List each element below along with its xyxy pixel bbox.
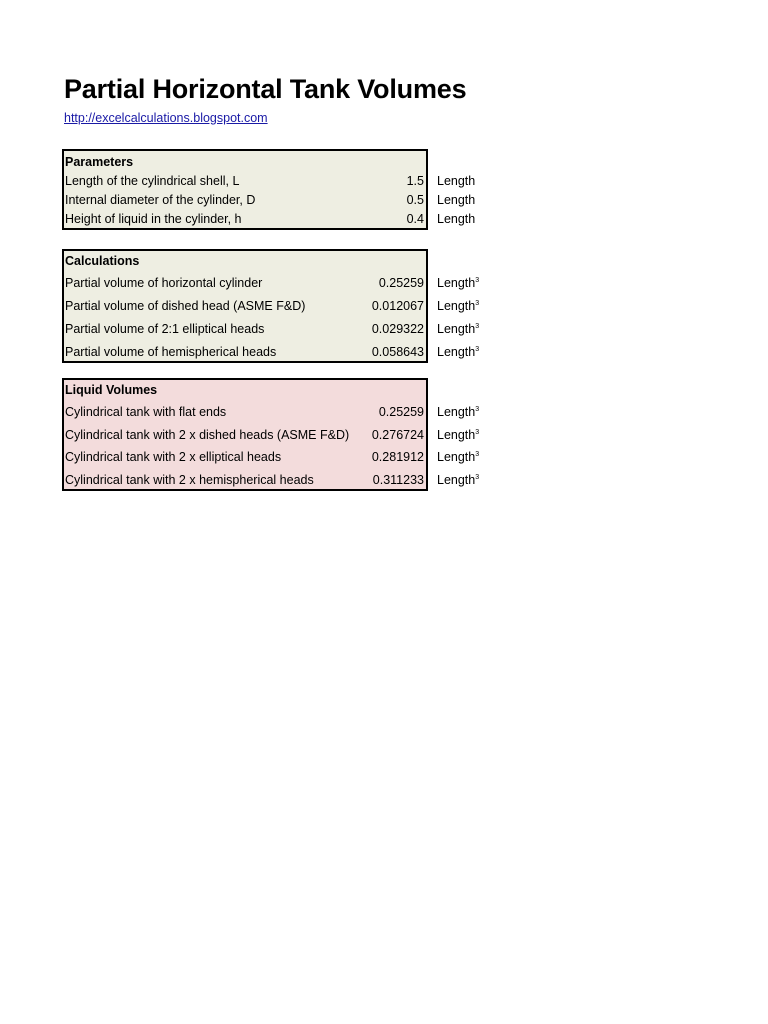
calculation-row[interactable]	[64, 315, 480, 338]
liquid-unit: Length$^3$	[437, 450, 480, 464]
liquid-value: 0.25259	[378, 405, 424, 419]
liquid-volumes-table	[62, 378, 480, 491]
calculation-row[interactable]	[64, 292, 480, 315]
calculation-row[interactable]	[64, 338, 480, 361]
calculation-unit: Length$^3$	[437, 345, 480, 359]
calculation-unit: Length$^3$	[437, 299, 480, 313]
liquid-label: Cylindrical tank with 2 x dished heads (ASME F&D)	[65, 428, 350, 442]
calculations-table	[62, 249, 480, 363]
liquid-value: 0.281912	[371, 450, 424, 464]
parameter-row[interactable]	[64, 190, 476, 209]
parameter-unit: Length	[437, 193, 476, 207]
parameter-row[interactable]	[64, 209, 476, 228]
parameter-value[interactable]: 0.5	[406, 193, 424, 207]
calculation-label: Partial volume of hemispherical heads	[65, 345, 277, 359]
calculation-value: 0.012067	[371, 299, 424, 313]
liquid-header: Liquid Volumes	[65, 383, 158, 397]
parameter-value[interactable]: 0.4	[406, 212, 424, 226]
liquid-unit: Length$^3$	[437, 405, 480, 419]
calculation-value: 0.029322	[371, 322, 424, 336]
blog-link[interactable]: http://excelcalculations.blogspot.com	[64, 111, 268, 125]
parameter-unit: Length	[437, 174, 476, 188]
calculation-unit: Length$^3$	[437, 322, 480, 336]
calculation-value: 0.25259	[378, 276, 424, 290]
parameter-label: Internal diameter of the cylinder, D	[65, 193, 256, 207]
calculation-label: Partial volume of dished head (ASME F&D)	[65, 299, 306, 313]
calculation-value: 0.058643	[371, 345, 424, 359]
parameter-row[interactable]	[64, 171, 476, 190]
liquid-row[interactable]	[64, 466, 480, 489]
parameter-label: Length of the cylindrical shell, L	[65, 174, 240, 188]
calculations-header-row	[64, 251, 426, 270]
parameters-header: Parameters	[65, 155, 134, 169]
liquid-row[interactable]	[64, 421, 480, 444]
page-title: Partial Horizontal Tank Volumes	[64, 74, 467, 104]
parameter-label: Height of liquid in the cylinder, h	[65, 212, 242, 226]
liquid-row[interactable]	[64, 399, 480, 421]
parameter-value[interactable]: 1.5	[406, 174, 424, 188]
liquid-value: 0.311233	[372, 473, 424, 487]
liquid-value: 0.276724	[371, 428, 424, 442]
parameters-header-row	[64, 151, 426, 171]
liquid-row[interactable]	[64, 444, 480, 466]
liquid-header-row	[64, 380, 426, 399]
calculation-label: Partial volume of horizontal cylinder	[65, 276, 263, 290]
calculations-header: Calculations	[65, 254, 140, 268]
liquid-unit: Length$^3$	[437, 473, 480, 487]
calculation-label: Partial volume of 2:1 elliptical heads	[65, 322, 265, 336]
parameter-unit: Length	[437, 212, 476, 226]
calculation-row[interactable]	[64, 270, 480, 292]
liquid-label: Cylindrical tank with 2 x elliptical heads	[65, 450, 282, 464]
liquid-unit: Length$^3$	[437, 428, 480, 442]
liquid-label: Cylindrical tank with 2 x hemispherical heads	[65, 473, 314, 487]
calculation-unit: Length$^3$	[437, 276, 480, 290]
liquid-label: Cylindrical tank with flat ends	[65, 405, 227, 419]
parameters-table	[62, 149, 476, 230]
